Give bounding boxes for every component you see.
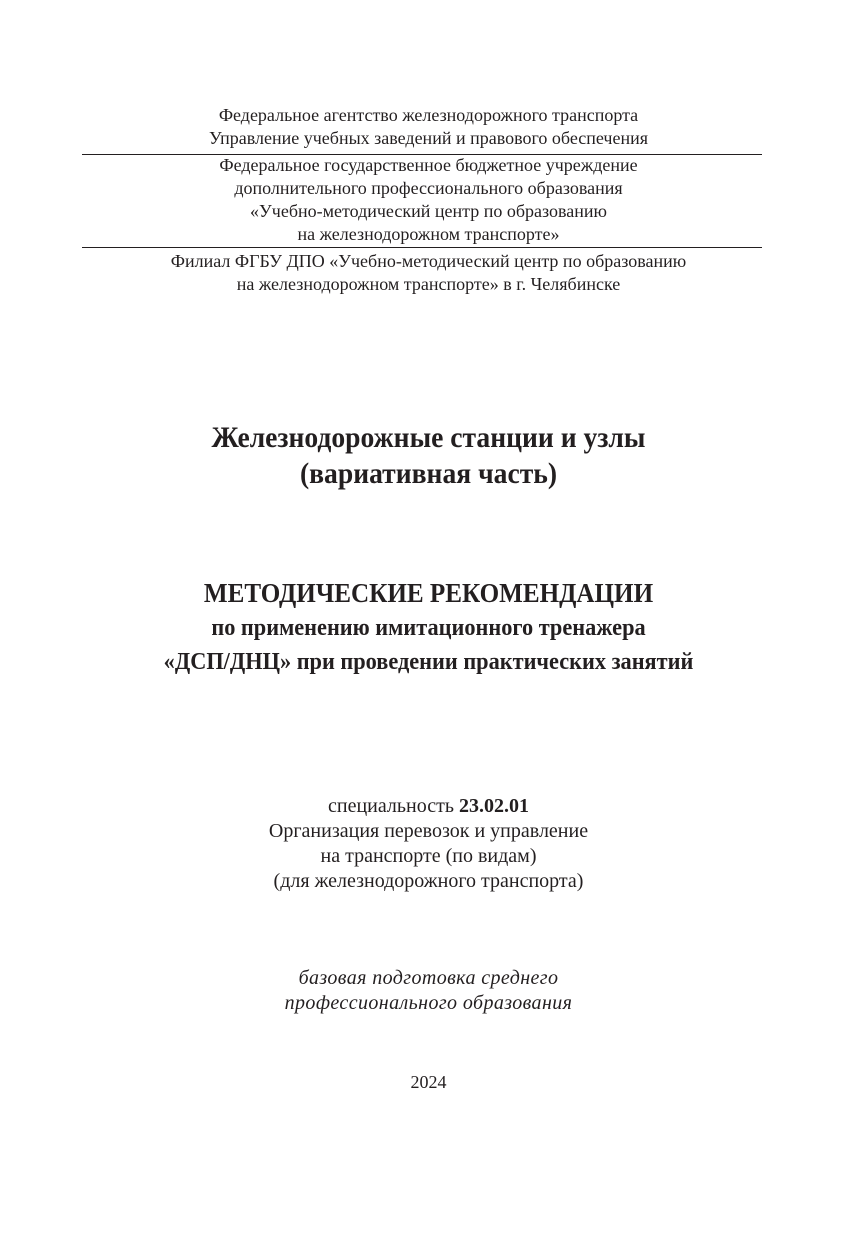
branch-block bbox=[0, 250, 857, 296]
training-line: базовая подготовка среднего bbox=[298, 967, 559, 989]
publication-year bbox=[0, 1070, 857, 1094]
header-divider-bottom bbox=[82, 247, 762, 248]
institution-line: «Учебно-методический центр по образованию bbox=[250, 201, 607, 221]
guidelines-line: «ДСП/ДНЦ» при проведении практических занятий bbox=[163, 649, 694, 675]
branch-line: на железнодорожном транспорте» в г. Челябинске bbox=[236, 274, 621, 294]
specialty-label: специальность bbox=[328, 795, 454, 817]
title-subtitle: (вариативная часть) bbox=[299, 457, 558, 490]
guidelines-line: по применению имитационного тренажера bbox=[211, 615, 646, 641]
organization-header bbox=[0, 104, 857, 150]
department-name: Управление учебных заведений и правового обеспечения bbox=[208, 128, 649, 148]
institution-line: на железнодорожном транспорте» bbox=[297, 224, 560, 244]
specialty-line: (для железнодорожного транспорта) bbox=[273, 870, 584, 892]
training-line: профессионального образования bbox=[284, 992, 573, 1014]
agency-name: Федеральное агентство железнодорожного транспорта bbox=[218, 105, 639, 125]
document-title bbox=[0, 420, 857, 492]
specialty-block bbox=[0, 794, 857, 894]
title-main: Железнодорожные станции и узлы bbox=[211, 421, 646, 454]
specialty-line: Организация перевозок и управление bbox=[268, 820, 589, 842]
guidelines-block bbox=[0, 575, 857, 679]
institution-line: Федеральное государственное бюджетное учреждение bbox=[219, 155, 638, 175]
year-text: 2024 bbox=[410, 1072, 447, 1092]
institution-line: дополнительного профессионального образования bbox=[234, 178, 623, 198]
institution-block bbox=[0, 154, 857, 246]
branch-line: Филиал ФГБУ ДПО «Учебно-методический центр по образованию bbox=[170, 251, 687, 271]
guidelines-heading: МЕТОДИЧЕСКИЕ РЕКОМЕНДАЦИИ bbox=[203, 578, 654, 608]
specialty-code: 23.02.01 bbox=[458, 795, 529, 817]
specialty-line: на транспорте (по видам) bbox=[320, 845, 537, 867]
specialty-code-line bbox=[0, 794, 857, 819]
training-level-block bbox=[0, 966, 857, 1016]
